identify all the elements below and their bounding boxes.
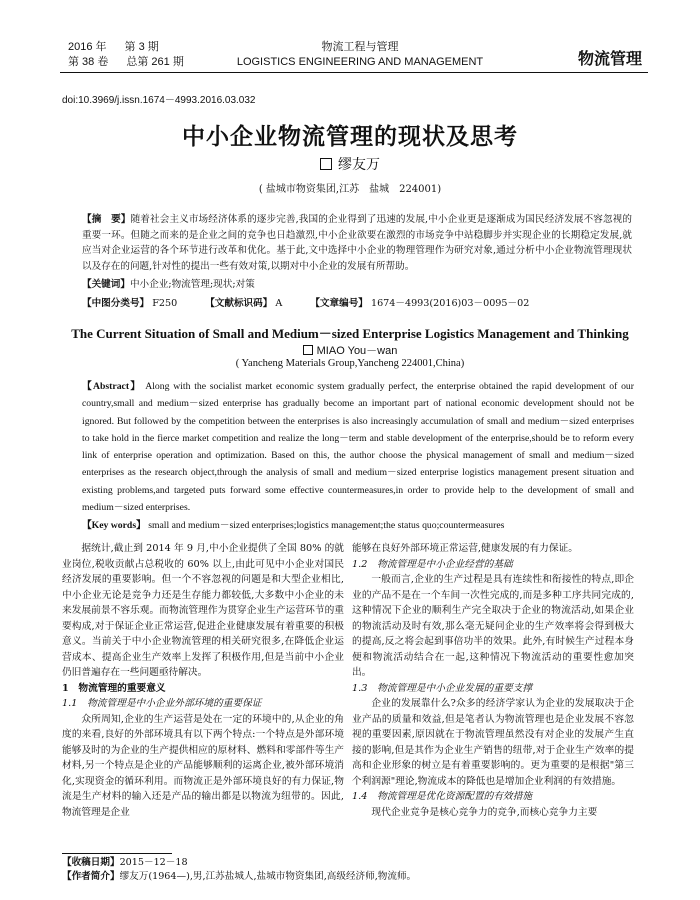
author-bio-text: 缪友万(1964—),男,江苏盐城人,盐城市物资集团,高级经济师,物流师。 bbox=[119, 871, 417, 882]
author-bio-label: 【作者简介】 bbox=[62, 871, 120, 882]
footnote bbox=[62, 856, 416, 884]
header-rule bbox=[60, 72, 648, 73]
journal-name-zh: 物流工程与管理 bbox=[321, 41, 399, 53]
keywords-en-label: 【Key words】 bbox=[82, 520, 146, 531]
body-paragraph: 众所周知,企业的生产运营是处在一定的环境中的,从企业的角度的来看,良好的外部环境具有以下两个特点:一个特点是外部环境能够及时的为企业的生产提供相应的原材料、燃料和零部件等生产材料,另一个特点是企业的产品能够顺利的运离企业,被外部环境消化,实现资金的循环利用。而物流正是外部环境良好的有力保证,物流是生产材料的输入还是产品的输出都是以物流为纽带的。因此,物流管理是企业 bbox=[62, 713, 344, 818]
title-en: The Current Situation of Small and Medium－sized Enterprise Logistics Management and Thinking bbox=[71, 326, 629, 341]
abstract-zh bbox=[82, 212, 632, 274]
doc-code-label: 【文献标识码】 bbox=[205, 298, 273, 309]
total-issue: 总第 261 期 bbox=[126, 56, 184, 68]
body-paragraph: 一般而言,企业的生产过程是具有连续性和衔接性的特点,即企业的产品不是在一个车间一次性完成的,而是多种工序共同完成的,这种情况下企业的顺利生产完全取决于企业的物流活动,如果企业的物流活动及时有效,那么毫无疑问企业的生产效率将会得到极大的提高,反之将会起到事倍功半的效果。此外,有时候生产过程本身便和物流活动结合在一起,这种情况下物流活动的重要性愈加突出。 bbox=[352, 574, 634, 678]
body-paragraph: 据统计,截止到 2014 年 9 月,中小企业提供了全国 80% 的就业岗位,税收贡献占总税收的 60% 以上,由此可见中小企业对国民经济发展的重要影响。但一个不容忽视的问题是和大型企业相比,中小企业无论是竞争力还是生存能力都较低,大多数中小企业的未来发展前景不容乐观。而物流管理作为贯穿企业生产运营环节的重要构成,对于保证企业正常运营,促进企业健康发展有着重要的积极意义。当前关于中小企业物流管理的相关研究很多,在降低企业运营成本、提高企业生产效率上发挥了积极作用,但是当前中小企业仍旧普遍存在一些问题亟待解决。 bbox=[62, 543, 344, 678]
classification-row bbox=[82, 295, 632, 309]
subsection-heading: 1.2 物流管理是中小企业经营的基础 bbox=[352, 558, 513, 570]
author-en bbox=[0, 342, 700, 358]
author-box-icon bbox=[320, 158, 332, 170]
abstract-zh-text: 随着社会主义市场经济体系的逐步完善,我国的企业得到了迅速的发展,中小企业更是逐渐成为国民经济发展不容忽视的重要一环。但随之而来的是企业之间的竞争也日趋激烈,中小企业欲要在激烈的市场竞争中站稳脚步并实现企业的长期稳定发展,就应当对企业运营的各个环节进行改革和优化。基于此,文中选择中小企业的物理管理作为研究对象,通过分析中小企业物流管理现状以及存在的问题,针对性的提出一些有效对策,以期对中小企业的发展有所帮助。 bbox=[82, 214, 632, 272]
abstract-en-label: 【Abstract】 bbox=[82, 381, 142, 392]
title-zh: 中小企业物流管理的现状及思考 bbox=[182, 124, 518, 150]
year: 2016 年 bbox=[68, 41, 107, 53]
subsection-heading: 1.3 物流管理是中小企业发展的重要支撑 bbox=[352, 682, 533, 694]
author-zh bbox=[0, 154, 700, 174]
abstract-en bbox=[82, 378, 634, 516]
keywords-en bbox=[82, 517, 634, 531]
received-date bbox=[62, 856, 416, 870]
keywords-en-text: small and medium－sized enterprises;logistics management;the status quo;countermeasures bbox=[148, 520, 505, 531]
article-no-value: 1674－4993(2016)03－0095－02 bbox=[370, 298, 530, 309]
keywords-zh bbox=[82, 276, 632, 290]
body-paragraph: 企业的发展靠什么?众多的经济学家认为企业的发展取决于企业产品的质量和效益,但是笔者认为物流管理也是企业发展不容忽视的重要因素,原因就在于物流管理虽然没有对企业的发展产生直接的影响,但是其作为企业生产销售的纽带,对于企业生产效率的提高和企业形象的树立是有着重要影响的。更为重要的是根据"第三个利润源"理论,物流成本的降低也是增加企业利润的有效措施。 bbox=[352, 698, 634, 787]
author-bio bbox=[62, 870, 416, 884]
section-heading: 1 物流管理的重要意义 bbox=[62, 682, 166, 694]
body-paragraph: 能够在良好外部环境正常运营,健康发展的有力保证。 bbox=[352, 543, 578, 554]
running-header bbox=[0, 0, 700, 78]
keywords-zh-text: 中小企业;物流管理;现状;对策 bbox=[129, 279, 255, 290]
article-no-label: 【文章编号】 bbox=[310, 298, 368, 309]
body-column-right bbox=[352, 541, 634, 820]
abstract-zh-label: 【摘 要】 bbox=[82, 214, 131, 225]
received-label: 【收稿日期】 bbox=[62, 857, 120, 868]
body-column-left bbox=[62, 541, 344, 820]
subsection-heading: 1.4 物流管理是优化资源配置的有效措施 bbox=[352, 791, 533, 802]
issue: 第 3 期 bbox=[124, 41, 159, 53]
doc-code-value: A bbox=[275, 298, 283, 309]
affiliation-zh: ( 盐城市物资集团,江苏 盐城 224001) bbox=[258, 184, 442, 195]
author-en-name: MIAO You－wan bbox=[316, 345, 398, 357]
abstract-en-text: Along with the socialist market economic system gradually perfect, the enterprise obtained the rapid development of our country,small and medium－sized enterprise has gradually become an important part of national economic development should not be ignored. But followed by the competition between the enterprises is also increasingly accumulation of small and medium－sized enterprises to take hold in the fierce market competition and realize the long－term and stable development of the enterprise,should be to reform every link of enterprise operation and optimization. Based on this, the author choose the physical management of small and medium－sized enterprises as the research object,through the analysis of small and medium－sized enterprise logistics management present situation and existing problems,and targeted puts forward some effective countermeasures,in order to provide help to the development of small and medium－sized enterprises. bbox=[82, 381, 634, 514]
received-value: 2015－12－18 bbox=[119, 857, 188, 868]
issue-info bbox=[68, 40, 184, 70]
keywords-zh-label: 【关键词】 bbox=[82, 279, 130, 290]
clc-label: 【中图分类号】 bbox=[82, 298, 150, 309]
section-name: 物流管理 bbox=[577, 49, 642, 68]
author-zh-name: 缪友万 bbox=[338, 157, 380, 173]
journal-name bbox=[230, 40, 490, 70]
author-en-box-icon bbox=[303, 345, 313, 355]
subsection-heading: 1.1 物流管理是中小企业外部环境的重要保证 bbox=[62, 698, 262, 709]
volume: 第 38 卷 bbox=[68, 56, 109, 68]
body-paragraph: 现代企业竞争是核心竞争力的竞争,而核心竞争力主要 bbox=[371, 806, 598, 818]
footnote-rule bbox=[62, 853, 172, 854]
clc-value: F250 bbox=[152, 298, 178, 309]
journal-name-en: LOGISTICS ENGINEERING AND MANAGEMENT bbox=[236, 56, 484, 68]
doi[interactable]: doi:10.3969/j.issn.1674－4993.2016.03.032 bbox=[62, 95, 256, 106]
affiliation-en: ( Yancheng Materials Group,Yancheng 224001,China) bbox=[235, 358, 465, 369]
